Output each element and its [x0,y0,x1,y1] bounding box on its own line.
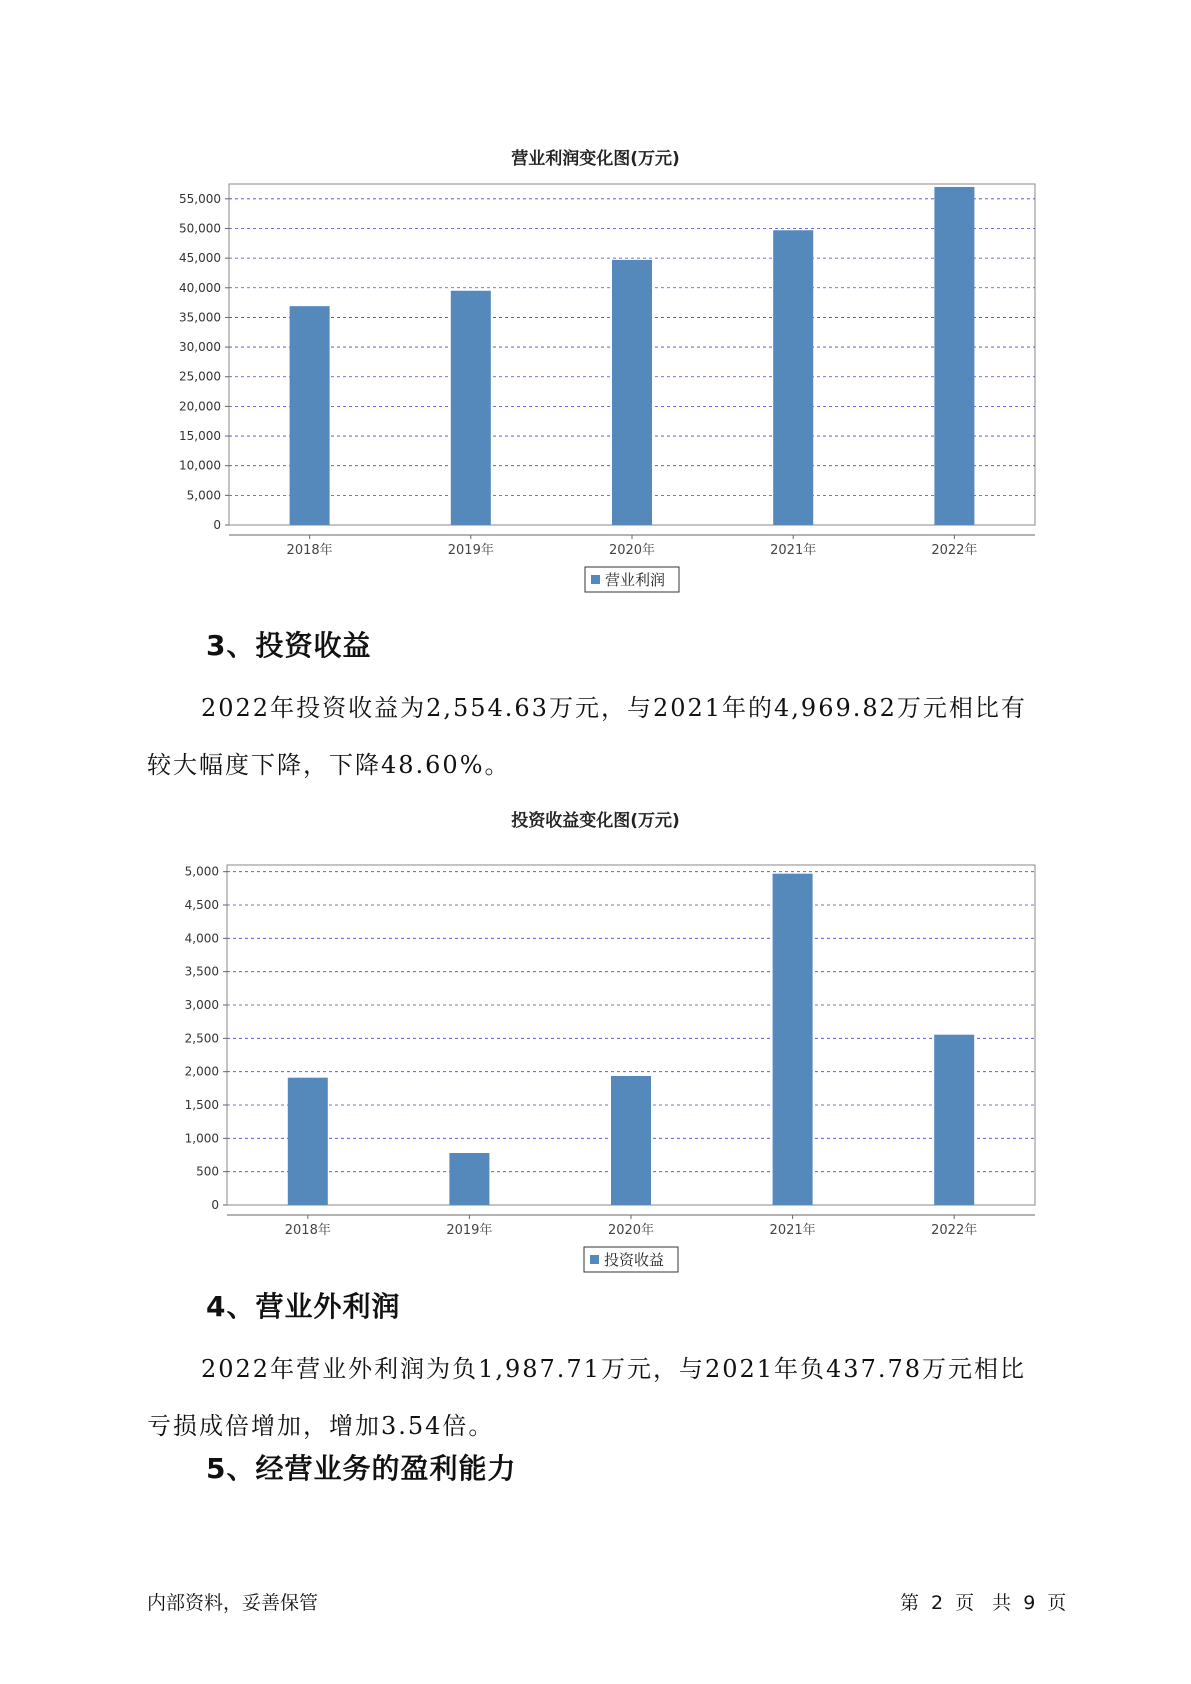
x-tick-label: 2018年 [286,543,333,558]
total-unit: 页 [1047,1592,1067,1614]
section-3-paragraph: 2022年投资收益为2,554.63万元，与2021年的4,969.82万元相比有较大幅度下降，下降48.60%。 [147,694,1027,779]
y-tick-label: 50,000 [179,221,221,236]
y-tick-label: 35,000 [179,310,221,325]
bar [934,187,974,525]
x-tick-label: 2019年 [447,543,494,558]
total-pages: 9 [1023,1592,1036,1614]
y-tick-label: 20,000 [179,399,221,414]
y-tick-label: 45,000 [179,251,221,266]
legend [584,1247,678,1272]
legend-label: 营业利润 [605,571,666,589]
y-tick-label: 2,500 [184,1031,219,1046]
y-tick-label: 1,500 [184,1098,219,1112]
section-4-heading: 4、营业外利润 [206,1290,401,1323]
bar [451,291,491,525]
section-3-heading: 3、投资收益 [206,629,372,662]
legend-swatch [591,575,600,584]
legend [585,567,679,592]
y-tick-label: 55,000 [179,191,221,206]
bar [773,230,813,525]
x-tick-label: 2020年 [607,1223,655,1238]
y-tick-label: 5,000 [186,488,221,503]
y-tick-label: 30,000 [179,340,221,355]
bar [612,260,652,525]
page-unit: 页 [955,1592,975,1614]
bar [449,1153,489,1205]
bar [773,874,813,1205]
y-tick-label: 0 [213,518,221,532]
y-tick-label: 3,500 [184,964,219,979]
x-tick-label: 2019年 [446,1223,493,1238]
y-tick-label: 25,000 [179,369,221,384]
footer-confidential-note: 内部资料，妥善保管 [147,1592,319,1614]
x-tick-label: 2022年 [931,1223,978,1238]
section-4-paragraph: 2022年营业外利润为负1,987.71万元，与2021年负437.78万元相比亏损成倍增加，增加3.54倍。 [147,1355,1027,1440]
operating-profit-chart [0,160,1191,590]
total-prefix: 共 [992,1592,1012,1614]
y-tick-label: 40,000 [179,280,221,295]
y-tick-label: 2,000 [184,1064,219,1079]
investment-income-chart [0,820,1191,1269]
section-5-heading: 5、经营业务的盈利能力 [206,1452,517,1485]
bar [288,1078,328,1205]
y-tick-label: 1,000 [184,1131,219,1146]
x-tick-label: 2020年 [608,543,656,558]
bar [611,1076,651,1205]
x-tick-label: 2021年 [769,1223,816,1238]
chart2-title: 投资收益变化图(万元) [511,811,680,831]
y-tick-label: 0 [211,1198,219,1212]
y-tick-label: 10,000 [179,458,221,473]
bar [934,1035,974,1205]
page-prefix: 第 [900,1592,920,1614]
y-tick-label: 5,000 [184,864,219,879]
footer-page-number [894,1588,1072,1615]
chart1-title: 营业利润变化图(万元) [511,149,680,169]
legend-label: 投资收益 [604,1251,665,1269]
y-tick-label: 4,000 [184,931,219,946]
x-tick-label: 2018年 [284,1223,331,1238]
y-tick-label: 500 [196,1164,219,1179]
y-tick-label: 3,000 [184,998,219,1012]
current-page: 2 [931,1592,944,1614]
x-tick-label: 2021年 [770,543,817,558]
x-tick-label: 2022年 [931,543,978,558]
y-tick-label: 4,500 [184,898,219,912]
bar [290,306,330,525]
y-tick-label: 15,000 [179,429,221,444]
legend-swatch [590,1255,599,1264]
